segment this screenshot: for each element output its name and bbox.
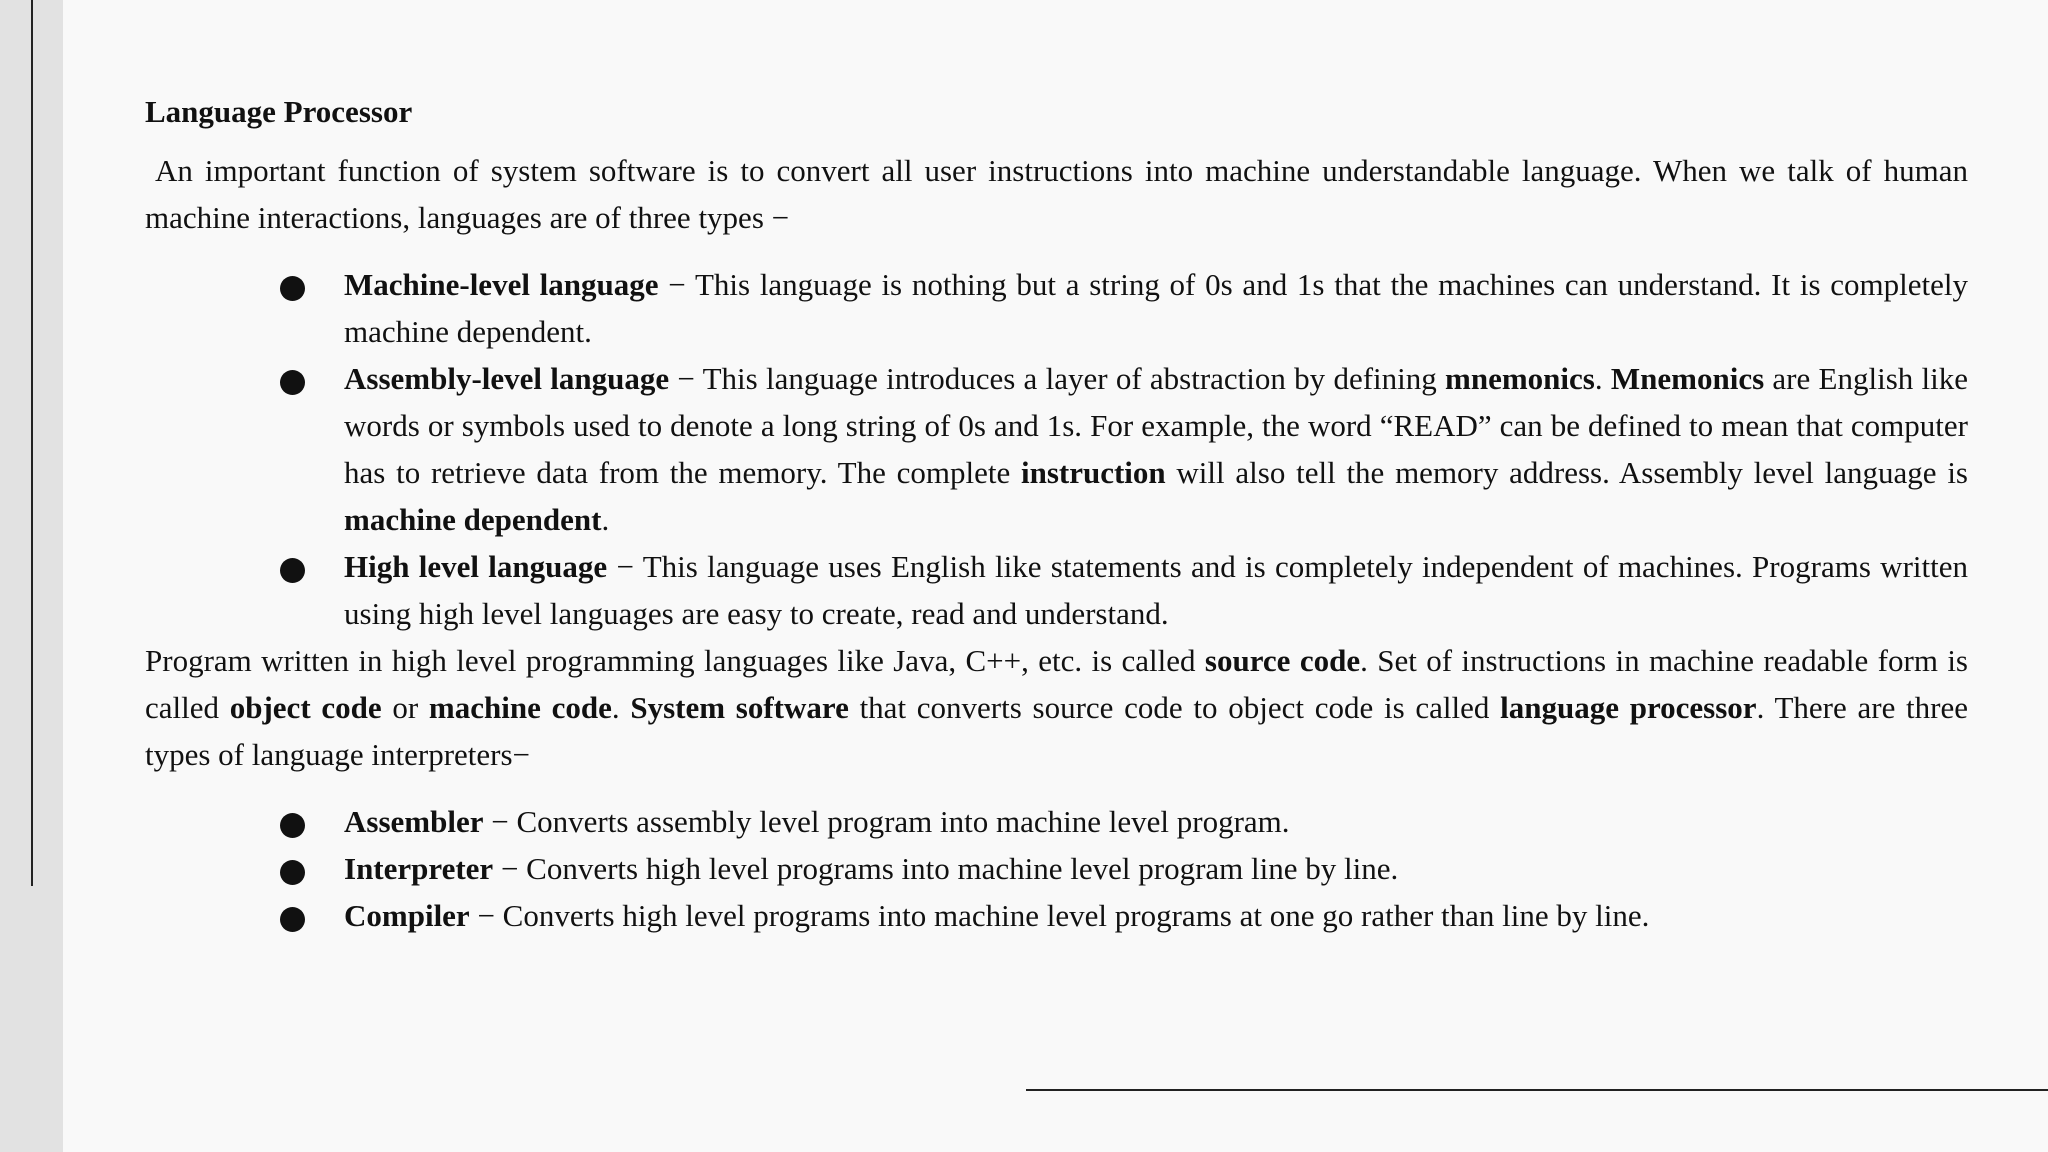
gutter-divider-line bbox=[31, 0, 33, 886]
list-item-interpreter bbox=[344, 845, 1968, 892]
para-text: that converts source code to object code is called bbox=[848, 690, 1501, 725]
term-assembler: Assembler bbox=[344, 804, 484, 839]
para-text: Program written in high level programming languages like Java, C++, etc. is called bbox=[145, 643, 1205, 678]
list-item-high-level bbox=[344, 543, 1968, 637]
desc-text: − This language introduces a layer of abstraction by defining bbox=[669, 361, 1446, 396]
bullet-icon bbox=[280, 813, 305, 838]
intro-paragraph bbox=[145, 147, 1968, 241]
bold-term: mnemonics bbox=[1445, 361, 1595, 396]
desc-text: are English like words or symbols used to denote a long string of 0s and 1s. For example, the word “READ” can be defined to mean that computer has to retrieve data from the memory. The complete bbox=[344, 361, 1969, 490]
bold-term: source code bbox=[1204, 643, 1361, 678]
bold-term: instruction bbox=[1020, 455, 1166, 490]
bullet-icon bbox=[280, 276, 305, 301]
list-item-compiler bbox=[344, 892, 1968, 939]
list-item-assembly-level bbox=[344, 355, 1968, 543]
para-text: . bbox=[611, 690, 631, 725]
bold-term: machine code bbox=[428, 690, 612, 725]
term-high-level: High level language bbox=[344, 549, 608, 584]
bullet-icon bbox=[280, 370, 305, 395]
desc-text: . bbox=[601, 502, 610, 537]
para-text: . There are three types of language interpreters− bbox=[145, 690, 1969, 772]
desc-text: will also tell the memory address. Assembly level language is bbox=[1165, 455, 1968, 490]
processor-paragraph bbox=[145, 637, 1968, 778]
term-machine-level: Machine-level language bbox=[344, 267, 659, 302]
desc-assembler: − Converts assembly level program into machine level program. bbox=[483, 804, 1290, 839]
list-item-machine-level bbox=[344, 261, 1968, 355]
desc-text: . bbox=[1594, 361, 1611, 396]
interpreter-types-list bbox=[145, 798, 1968, 939]
bold-term: machine dependent bbox=[344, 502, 602, 537]
bullet-icon bbox=[280, 860, 305, 885]
intro-text: An important function of system software is to convert all user instructions into machine understandable language. When we talk of human machine interactions, languages are of three types − bbox=[145, 153, 1968, 235]
bold-term: Mnemonics bbox=[1610, 361, 1765, 396]
para-text: or bbox=[381, 690, 429, 725]
bold-term: language processor bbox=[1500, 690, 1757, 725]
document-body bbox=[145, 88, 1968, 939]
desc-interpreter: − Converts high level programs into machine level program line by line. bbox=[493, 851, 1399, 886]
bold-term: object code bbox=[229, 690, 382, 725]
bold-term: System software bbox=[630, 690, 849, 725]
language-types-list bbox=[145, 261, 1968, 637]
bullet-icon bbox=[280, 558, 305, 583]
desc-high-level: − This language uses English like statements and is completely independent of machines. Programs written using high level languages are easy to create, read and understand. bbox=[344, 549, 1968, 631]
list-item-assembler bbox=[344, 798, 1968, 845]
bottom-rule bbox=[1026, 1089, 2048, 1091]
desc-compiler: − Converts high level programs into machine level programs at one go rather than line by line. bbox=[469, 898, 1650, 933]
term-interpreter: Interpreter bbox=[344, 851, 494, 886]
term-assembly-level: Assembly-level language bbox=[344, 361, 670, 396]
para-text: . Set of instructions in machine readable form is called bbox=[145, 643, 1968, 725]
term-compiler: Compiler bbox=[344, 898, 470, 933]
section-heading: Language Processor bbox=[145, 94, 413, 129]
desc-machine-level: − This language is nothing but a string of 0s and 1s that the machines can understand. It is completely machine dependent. bbox=[344, 267, 1969, 349]
bullet-icon bbox=[280, 907, 305, 932]
